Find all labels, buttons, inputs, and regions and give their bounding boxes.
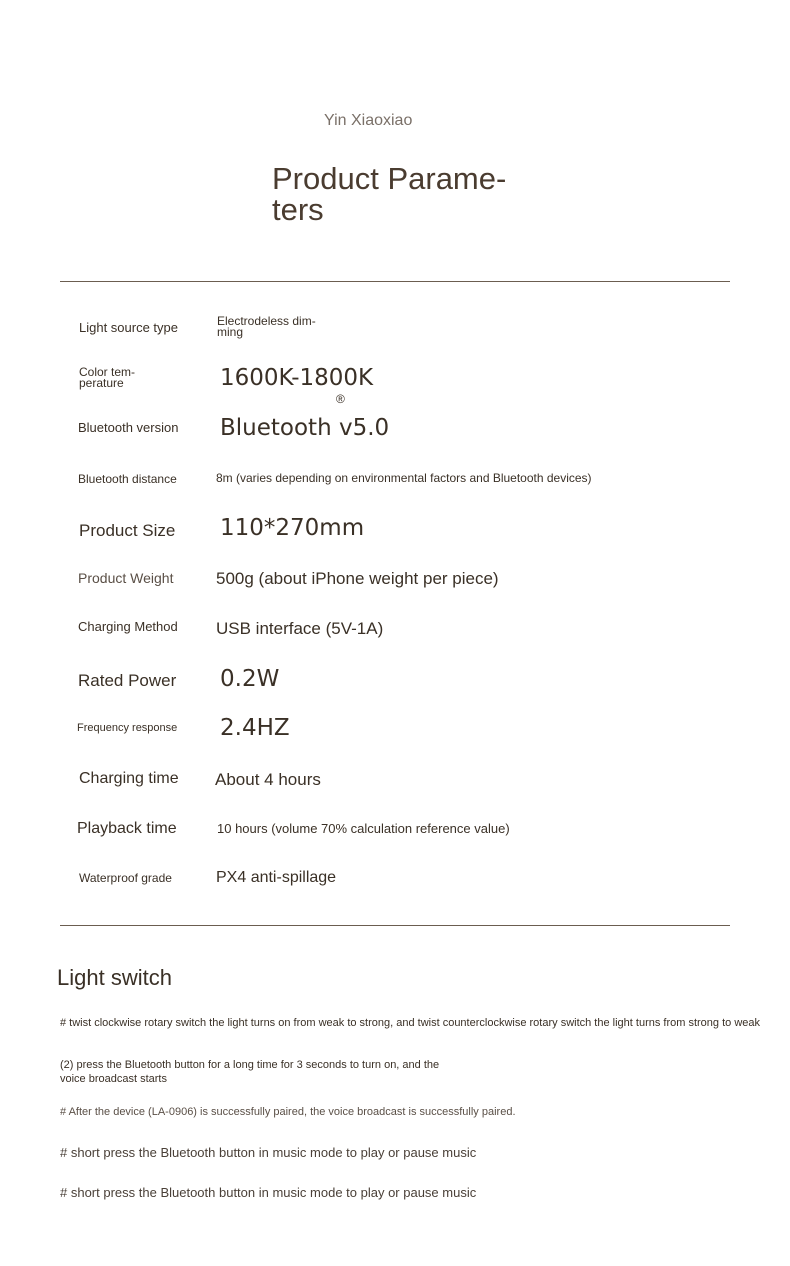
registered-mark: ® bbox=[336, 392, 345, 406]
param-value: About 4 hours bbox=[215, 770, 321, 789]
param-row-charging-time bbox=[0, 760, 790, 810]
light-switch-title: Light switch bbox=[57, 965, 172, 990]
param-value: 2.4HZ bbox=[220, 715, 290, 741]
param-value: 110*270mm bbox=[220, 515, 365, 541]
title-line-2: ters bbox=[272, 192, 324, 227]
param-row-rated-power bbox=[0, 660, 790, 710]
param-value: 10 hours (volume 70% calculation reference value) bbox=[217, 821, 510, 836]
param-row-waterproof-grade bbox=[0, 860, 790, 910]
param-label: Product Size bbox=[79, 521, 176, 540]
param-label: Bluetooth version bbox=[78, 420, 179, 435]
param-row-bluetooth-distance bbox=[0, 460, 790, 510]
param-row-product-weight bbox=[0, 560, 790, 610]
param-value: PX4 anti-spillage bbox=[216, 869, 337, 886]
param-value: 1600K-1800K bbox=[220, 365, 374, 391]
param-label: Waterproof grade bbox=[79, 871, 172, 885]
param-label: Charging time bbox=[79, 770, 179, 787]
title-line-1: Product Parame- bbox=[272, 161, 507, 196]
param-label: Frequency response bbox=[77, 722, 178, 734]
top-divider bbox=[60, 281, 730, 282]
param-row-frequency-response bbox=[0, 710, 790, 760]
param-label: Color tem-perature bbox=[79, 365, 136, 390]
param-value: Bluetooth v5.0 bbox=[220, 415, 390, 441]
param-value: 500g (about iPhone weight per piece) bbox=[216, 569, 499, 588]
param-label: Rated Power bbox=[78, 671, 177, 690]
instruction-item: # short press the Bluetooth button in music mode to play or pause music bbox=[60, 1185, 477, 1200]
instruction-item: # twist clockwise rotary switch the light turns on from weak to strong, and twist counterclockwise rotary switch the light turns from strong to weak bbox=[60, 1017, 760, 1029]
param-row-playback-time bbox=[0, 810, 790, 860]
brand-name: Yin Xiaoxiao bbox=[324, 112, 413, 129]
param-row-product-size bbox=[0, 510, 790, 560]
bottom-divider bbox=[60, 925, 730, 926]
instruction-item: # short press the Bluetooth button in music mode to play or pause music bbox=[60, 1145, 477, 1160]
param-row-bluetooth-version bbox=[0, 410, 790, 460]
param-label: Playback time bbox=[77, 820, 177, 837]
param-value: USB interface (5V-1A) bbox=[216, 619, 384, 638]
param-value: 8m (varies depending on environmental factors and Bluetooth devices) bbox=[216, 471, 592, 485]
param-label: Charging Method bbox=[78, 619, 178, 634]
instruction-item: # After the device (LA-0906) is successfully paired, the voice broadcast is successfully paired. bbox=[60, 1106, 516, 1118]
param-label: Light source type bbox=[79, 320, 179, 335]
param-label: Bluetooth distance bbox=[78, 472, 177, 486]
instruction-item: (2) press the Bluetooth button for a long time for 3 seconds to turn on, and the voice broadcast starts bbox=[60, 1059, 440, 1085]
param-label: Product Weight bbox=[78, 570, 174, 586]
param-value: Electrodeless dim-ming bbox=[217, 314, 316, 339]
param-value: 0.2W bbox=[220, 666, 280, 692]
param-row-light-source bbox=[0, 310, 790, 360]
param-row-charging-method bbox=[0, 610, 790, 660]
page-title bbox=[272, 163, 532, 225]
param-row-color-temperature bbox=[0, 360, 790, 410]
